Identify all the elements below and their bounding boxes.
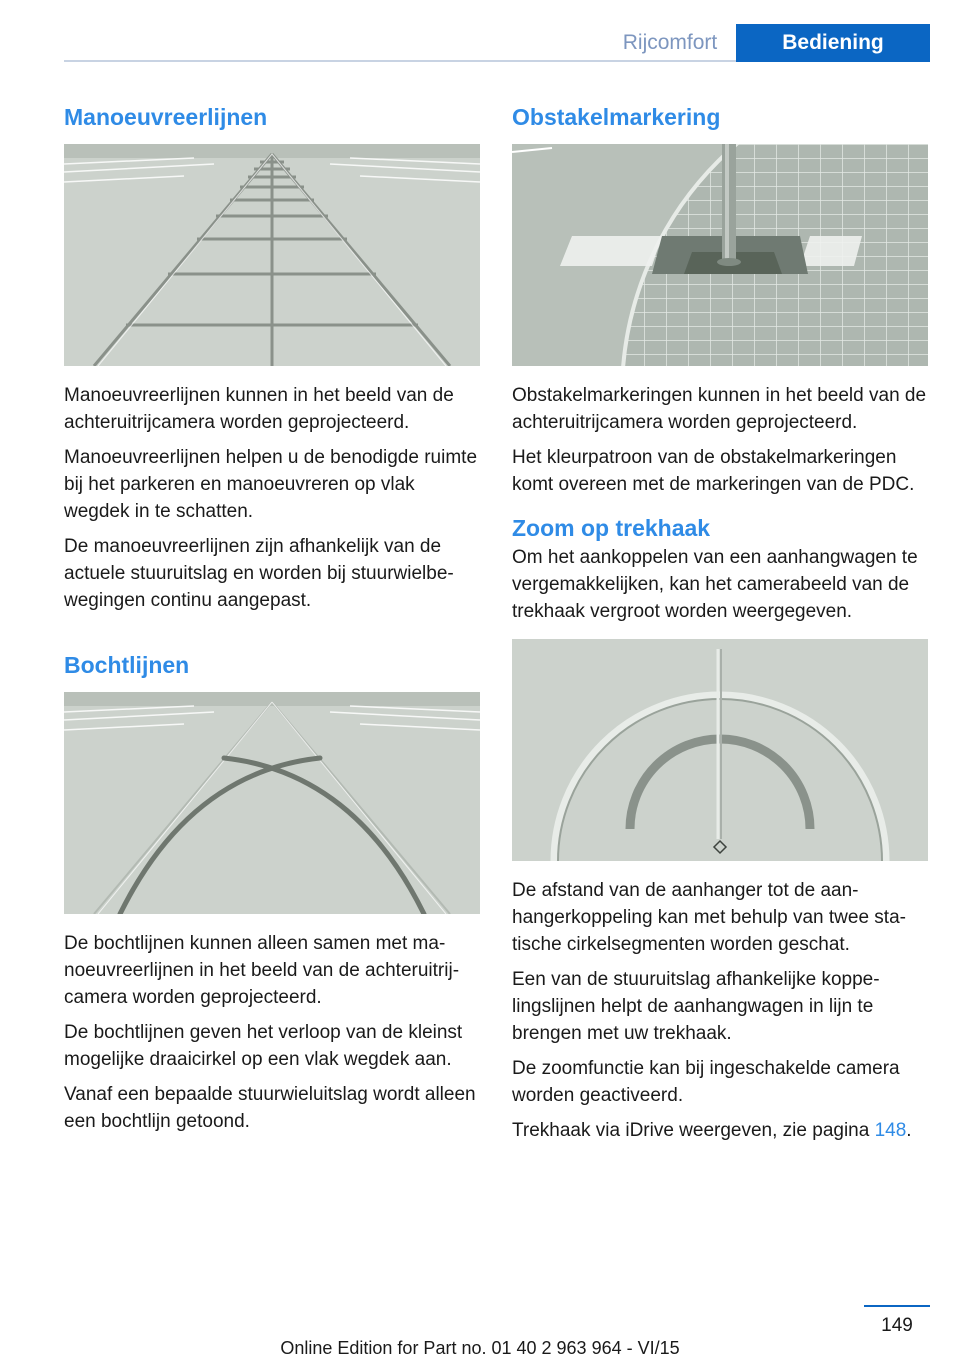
- figure-bochtlijnen: [64, 692, 480, 914]
- header-chapter-tab: Bediening: [736, 24, 930, 62]
- paragraph: Obstakelmarkeringen kunnen in het beeld van de achteruitrijcamera worden geprojecteerd.: [512, 385, 927, 433]
- footer-rule: [864, 1305, 930, 1307]
- paragraph: Manoeuvreerlijnen kunnen in het beeld van de achteruitrijcamera worden geprojecteerd.: [64, 385, 454, 433]
- heading-zoom-op-trekhaak: Zoom op trekhaak: [512, 515, 711, 541]
- paragraph: De bochtlijnen geven het verloop van de kleinst mogelijke draaicirkel op een vlak wegdek aan.: [64, 1022, 463, 1070]
- paragraph: De bochtlijnen kunnen alleen samen met manoeuvreerlijnen in het beeld van de achteruitrijcamera worden geprojecteerd.: [64, 933, 460, 1008]
- figure-manoeuvreerlijnen: [64, 144, 480, 366]
- paragraph: Vanaf een bepaalde stuurwieluitslag wordt alleen een bochtlijn getoond.: [64, 1084, 476, 1132]
- heading-bochtlijnen: Bochtlijnen: [64, 652, 190, 678]
- edition-footer: Online Edition for Part no. 01 40 2 963 964 - VI/15: [280, 1338, 680, 1358]
- left-column: [64, 96, 480, 1135]
- reference-period: .: [906, 1120, 912, 1141]
- figure-zoom-trekhaak: [512, 639, 928, 861]
- heading-obstakelmarkering: Obstakelmarkering: [512, 104, 721, 130]
- paragraph: De afstand van de aanhanger tot de aanhangerkoppeling kan met behulp van twee statische cirkelsegmenten worden geschat.: [512, 880, 906, 955]
- paragraph: Om het aankoppelen van een aanhangwagen te vergemakkelijken, kan het camerabeeld van de trekhaak vergroot worden weergegeven.: [512, 547, 918, 622]
- page-number: 149: [881, 1315, 913, 1336]
- paragraph: De manoeuvreerlijnen zijn afhankelijk van de actuele stuuruitslag en worden bij stuurwielbewegingen continu aangepast.: [64, 536, 454, 611]
- figure-obstakelmarkering: [512, 144, 928, 366]
- page-link-148[interactable]: 148: [874, 1120, 907, 1141]
- paragraph: Manoeuvreerlijnen helpen u de benodigde ruimte bij het parkeren en manoeuvreren op vlak wegdek in te schatten.: [64, 447, 478, 522]
- paragraph: Een van de stuuruitslag afhankelijke koppelingslijnen helpt de aanhangwagen in lijn te brengen met uw trekhaak.: [512, 969, 880, 1044]
- paragraph-cross-reference: [512, 1117, 928, 1144]
- paragraph: De zoomfunctie kan bij ingeschakelde camera worden geactiveerd.: [512, 1058, 900, 1106]
- header-section-tab: Rijcomfort: [622, 31, 718, 54]
- paragraph: Het kleurpatroon van de obstakelmarkeringen komt overeen met de markeringen van de PDC.: [512, 447, 915, 495]
- heading-manoeuvreerlijnen: Manoeuvreerlijnen: [64, 104, 268, 130]
- reference-text: Trekhaak via iDrive weergeven, zie pagina: [512, 1120, 875, 1141]
- right-column: [512, 96, 928, 1144]
